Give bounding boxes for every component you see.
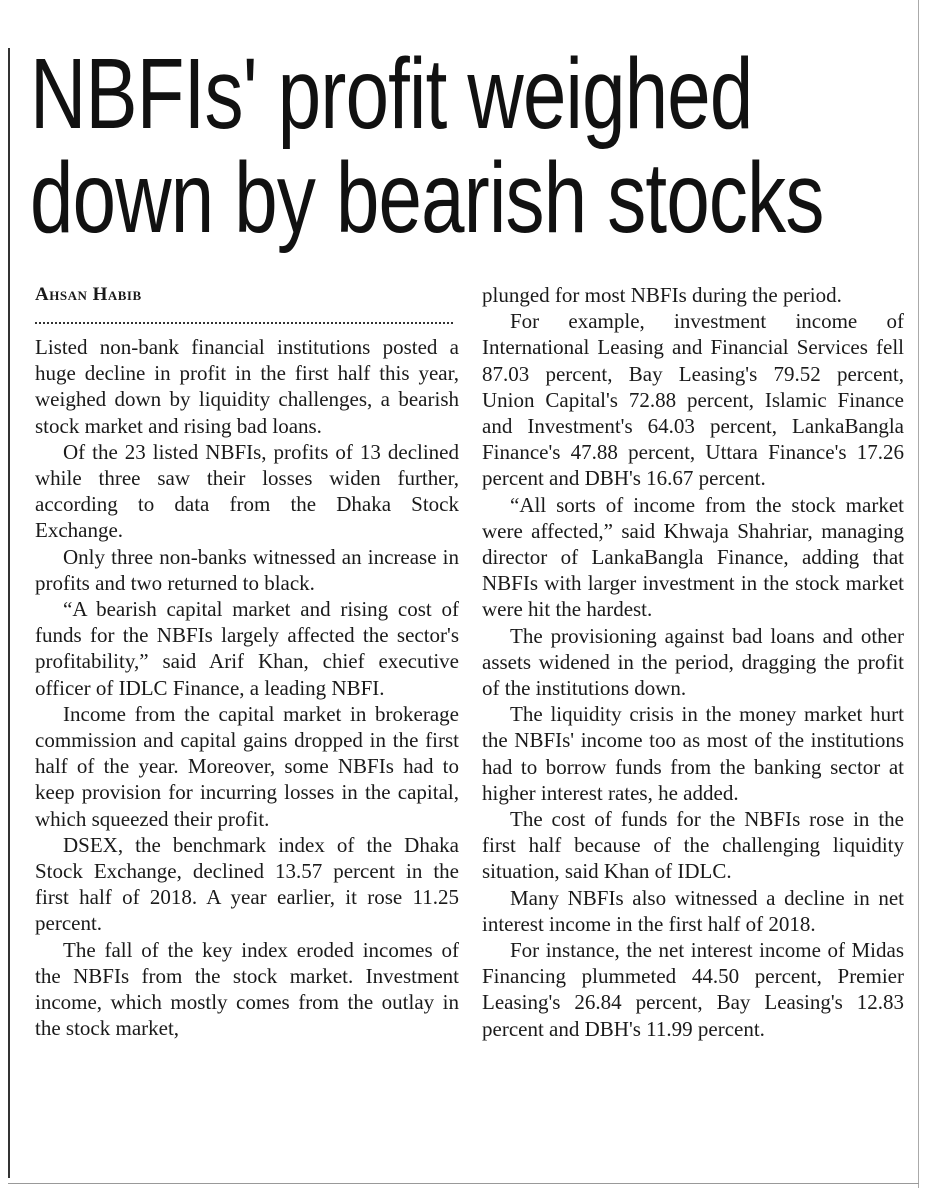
byline: Ahsan Habib [35, 284, 142, 305]
headline [30, 38, 824, 254]
paragraph: For instance, the net interest income of Midas Financing plummeted 44.50 percent, Premier Leasing's 26.84 percent, Bay Leasing's 12.83 percent and DBH's 11.99 percent. [482, 938, 904, 1041]
paragraph: Only three non-banks witnessed an increase in profits and two returned to black. [35, 544, 459, 595]
paragraph: DSEX, the benchmark index of the Dhaka Stock Exchange, declined 13.57 percent in the first half of 2018. A year earlier, it rose 11.25 percent. [35, 832, 459, 936]
paragraph: For example, investment income of International Leasing and Financial Services fell 87.03 percent, Bay Leasing's 79.52 percent, Union Capital's 72.88 percent, Islamic Finance and Investment's 64.03 percent, LankaBangla Finance's 47.88 percent, Uttara Finance's 17.26 percent and DBH's 16.67 percent. [482, 309, 904, 491]
bottom-rule [8, 1183, 919, 1184]
paragraph: The provisioning against bad loans and other assets widened in the period, dragging the profit of the institutions down. [482, 623, 904, 701]
paragraph: Many NBFIs also witnessed a decline in net interest income in the first half of 2018. [482, 885, 904, 936]
paragraph: The fall of the key index eroded incomes of the NBFIs from the stock market. Investment income, which mostly comes from the outlay in the stock market, [35, 937, 459, 1041]
column-rule [8, 48, 10, 1178]
page-edge [918, 0, 919, 1188]
paragraph: The cost of funds for the NBFIs rose in the first half because of the challenging liquidity situation, said Khan of IDLC. [482, 807, 904, 884]
paragraph: Listed non-bank financial institutions posted a huge decline in profit in the first half this year, weighed down by liquidity challenges, a bearish stock market and rising bad loans. [35, 335, 459, 438]
paragraph: The liquidity crisis in the money market hurt the NBFIs' income too as most of the institutions had to borrow funds from the banking sector at higher interest rates, he added. [482, 702, 904, 805]
article-column-left [35, 282, 459, 1041]
headline-line-2: down by bearish stocks [30, 142, 824, 254]
paragraph: plunged for most NBFIs during the period. [482, 283, 842, 307]
paragraph: “All sorts of income from the stock market were affected,” said Khwaja Shahriar, managing director of LankaBangla Finance, adding that NBFIs with larger investment in the stock market were hit the hardest. [482, 492, 904, 622]
headline-line-1: NBFIs' profit weighed [30, 38, 753, 150]
paragraph: Income from the capital market in brokerage commission and capital gains dropped in the first half of the year. Moreover, some NBFIs had to keep provision for incurring losses in the capital, which squeezed their profit. [35, 701, 459, 831]
article-column-right [482, 282, 904, 1042]
paragraph: “A bearish capital market and rising cost of funds for the NBFIs largely affected the sector's profitability,” said Arif Khan, chief executive officer of IDLC Finance, a leading NBFI. [35, 597, 459, 700]
paragraph: Of the 23 listed NBFIs, profits of 13 declined while three saw their losses widen further, according to data from the Dhaka Stock Exchange. [35, 439, 459, 543]
dotted-divider [35, 312, 453, 324]
